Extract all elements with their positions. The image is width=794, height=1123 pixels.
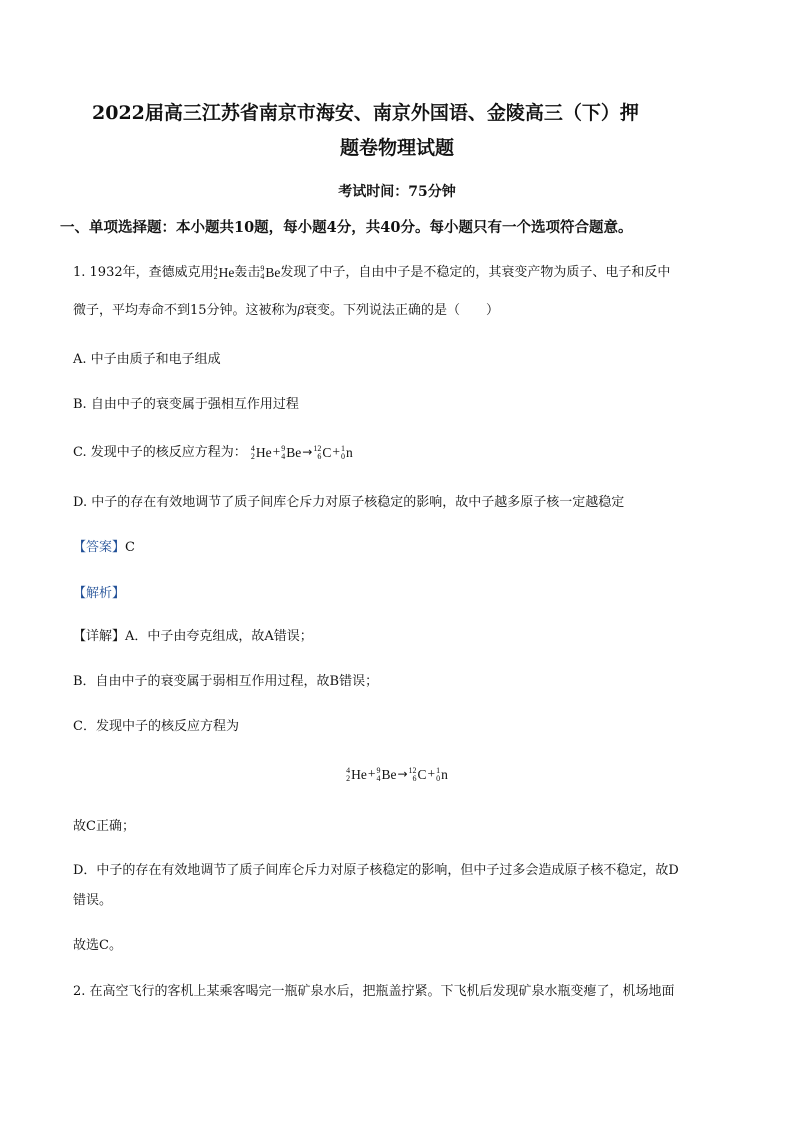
reaction-equation bbox=[0, 765, 794, 784]
eq2-he-symbol: He bbox=[351, 767, 367, 783]
be-charge: 4 bbox=[260, 272, 265, 282]
eq2-he-mass: 4 bbox=[346, 766, 351, 776]
eq2-plus-1: + bbox=[367, 766, 376, 781]
eq1-plus-2: + bbox=[332, 444, 340, 459]
eq2-c-mass: 12 bbox=[408, 766, 417, 776]
eq2-c-symbol: C bbox=[417, 767, 427, 783]
eq2-carbon bbox=[409, 765, 427, 784]
answer-value: C bbox=[125, 540, 135, 555]
title-line-2: 题卷物理试题 bbox=[339, 137, 454, 159]
eq1-carbon bbox=[313, 443, 331, 462]
option-d: D. 中子的存在有效地调节了质子间库仑斥力对原子核稳定的影响，故中子越多原子核一定越稳定 bbox=[73, 495, 625, 510]
eq1-plus-1: + bbox=[272, 444, 281, 459]
beta-symbol: β bbox=[297, 302, 305, 317]
answer-line bbox=[73, 539, 135, 557]
eq1-c-symbol: C bbox=[322, 445, 332, 461]
be-mass: 9 bbox=[260, 264, 265, 274]
detail-b: B．自由中子的衰变属于弱相互作用过程，故B错误； bbox=[73, 674, 379, 689]
detail-d-line-1: D．中子的存在有效地调节了质子间库仑斥力对原子核稳定的影响，但中子过多会造成原子核不稳定，故D bbox=[73, 863, 679, 878]
eq1-neutron bbox=[341, 443, 353, 462]
question-2-line-1: 2. 在高空飞行的客机上某乘客喝完一瓶矿泉水后，把瓶盖拧紧。下飞机后发现矿泉水瓶变瘪了，机场地面 bbox=[73, 984, 675, 999]
eq1-he-mass: 4 bbox=[250, 444, 255, 454]
answer-label: 【答案】 bbox=[73, 540, 126, 555]
exam-time: 考试时间：75分钟 bbox=[338, 184, 456, 200]
q1-line2-a: 微子，平均寿命不到15分钟。这被称为 bbox=[73, 303, 298, 318]
detail-c: C．发现中子的核反应方程为 bbox=[73, 719, 239, 734]
detail-label: 【详解】 bbox=[73, 629, 126, 644]
eq2-arrow: → bbox=[397, 767, 408, 781]
he-symbol: He bbox=[218, 265, 235, 281]
eq2-c-charge: 6 bbox=[412, 774, 417, 784]
eq2-be-charge: 4 bbox=[376, 774, 381, 784]
eq1-beryllium bbox=[281, 443, 301, 462]
question-1-line-2 bbox=[73, 301, 499, 320]
eq1-he-symbol: He bbox=[255, 445, 272, 461]
eq1-helium bbox=[251, 443, 272, 462]
q1-text-a: 1. 1932年，查德威克用 bbox=[73, 265, 214, 280]
q1-text-b: 轰击 bbox=[234, 265, 261, 280]
option-a: A. 中子由质子和电子组成 bbox=[73, 352, 221, 367]
eq2-n-symbol: n bbox=[441, 767, 448, 783]
question-1-line-1 bbox=[73, 263, 670, 282]
detail-d-line-2: 错误。 bbox=[73, 893, 113, 908]
q1-text-c: 发现了中子，自由中子是不稳定的，其衰变产物为质子、电子和反中 bbox=[280, 265, 671, 280]
option-c-text: C. 发现中子的核反应方程为： bbox=[73, 445, 247, 460]
helium-nuclide bbox=[214, 263, 235, 282]
he-mass: 4 bbox=[213, 264, 218, 274]
option-c bbox=[73, 443, 353, 462]
he-charge: 2 bbox=[213, 272, 218, 282]
detail-a bbox=[73, 628, 313, 646]
eq1-he-charge: 2 bbox=[250, 452, 255, 462]
eq2-he-charge: 2 bbox=[346, 774, 351, 784]
eq1-n-symbol: n bbox=[345, 445, 353, 461]
final-choice: 故选C。 bbox=[73, 938, 122, 953]
eq1-n-charge: 0 bbox=[340, 452, 345, 462]
eq2-plus-2: + bbox=[427, 766, 436, 781]
eq1-arrow: → bbox=[302, 445, 313, 459]
option-b: B. 自由中子的衰变属于强相互作用过程 bbox=[73, 397, 299, 412]
eq2-be-symbol: Be bbox=[381, 767, 397, 783]
eq2-neutron bbox=[436, 765, 448, 784]
eq2-n-charge: 0 bbox=[436, 774, 441, 784]
beryllium-nuclide bbox=[260, 263, 280, 282]
section-heading: 一、单项选择题：本小题共10题，每小题4分，共40分。每小题只有一个选项符合题意。 bbox=[60, 219, 633, 236]
eq2-be-mass: 9 bbox=[376, 766, 381, 776]
be-symbol: Be bbox=[265, 265, 281, 281]
eq2-beryllium bbox=[376, 765, 396, 784]
eq1-c-mass: 12 bbox=[313, 444, 322, 454]
analysis-label: 【解析】 bbox=[73, 586, 126, 601]
detail-a-text: A．中子由夸克组成，故A错误； bbox=[125, 629, 313, 644]
eq1-be-charge: 4 bbox=[281, 452, 286, 462]
title-line-1: 2022届高三江苏省南京市海安、南京外国语、金陵高三（下）押 bbox=[92, 102, 639, 124]
eq1-be-symbol: Be bbox=[286, 445, 302, 461]
eq1-c-charge: 6 bbox=[317, 452, 322, 462]
eq2-helium bbox=[346, 765, 367, 784]
detail-c-conclusion: 故C正确； bbox=[73, 819, 135, 834]
eq2-n-mass: 1 bbox=[436, 766, 441, 776]
eq1-n-mass: 1 bbox=[340, 444, 345, 454]
q1-line2-b: 衰变。下列说法正确的是（ ） bbox=[304, 303, 500, 318]
eq1-be-mass: 9 bbox=[281, 444, 286, 454]
